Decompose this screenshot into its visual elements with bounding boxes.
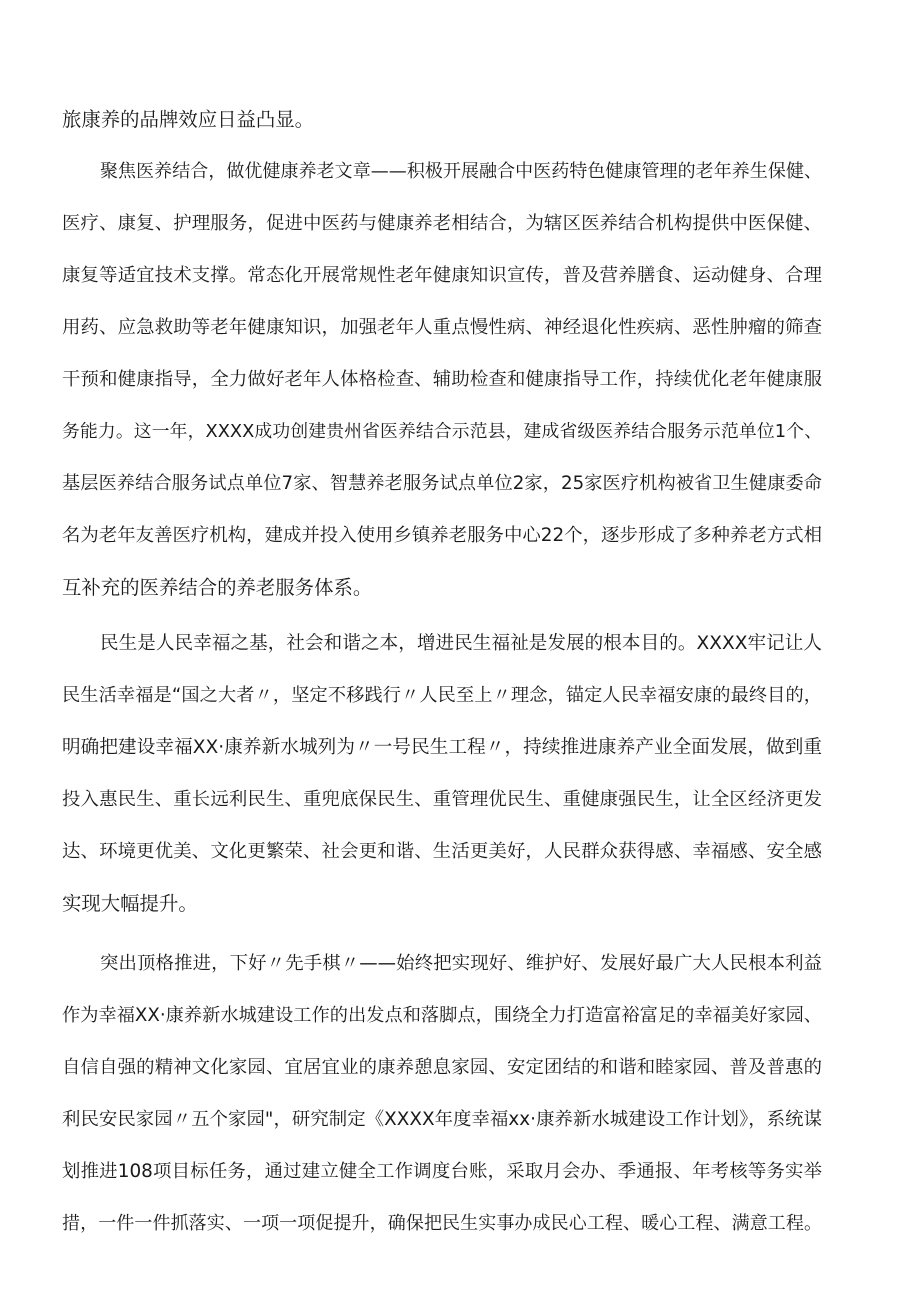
text-line: 民生活幸福是“国之大者〃，坚定不移践行〃人民至上〃理念，锚定人民幸福安康的最终目的， [62, 685, 822, 706]
text-line: 明确把建设幸福XX·康养新水城列为〃一号民生工程〃，持续推进康养产业全面发展，做到重 [62, 737, 822, 758]
text-line: 基层医养结合服务试点单位7家、智慧养老服务试点单位2家，25家医疗机构被省卫生健康委命 [62, 473, 822, 494]
text-line: 互补充的医养结合的养老服务体系。 [62, 576, 373, 599]
text-line: 干预和健康指导，全力做好老年人体格检查、辅助检查和健康指导工作，持续优化老年健康服 [62, 369, 822, 390]
text-line: 措，一件一件抓落实、一项一项促提升，确保把民生实事办成民心工程、暖心工程、满意工程。 [62, 1213, 822, 1234]
text-line: 康复等适宜技术支撑。常态化开展常规性老年健康知识宣传，普及营养膳食、运动健身、合理 [62, 265, 822, 286]
paragraph-first-line: 聚焦医养结合，做优健康养老文章——积极开展融合中医药特色健康管理的老年养生保健、 [100, 161, 822, 182]
paragraph-first-line: 突出顶格推进，下好〃先手棋〃——始终把实现好、维护好、发展好最广大人民根本利益 [100, 953, 822, 974]
paragraph-first-line: 民生是人民幸福之基，社会和谐之本，增进民生福祉是发展的根本目的。XXXX牢记让人 [100, 633, 822, 654]
text-line: 达、环境更优美、文化更繁荣、社会更和谐、生活更美好，人民群众获得感、幸福感、安全感 [62, 841, 822, 862]
text-line: 作为幸福XX·康养新水城建设工作的出发点和落脚点，围绕全力打造富裕富足的幸福美好家园、 [62, 1005, 822, 1026]
text-line: 用药、应急救助等老年健康知识，加强老年人重点慢性病、神经退化性疾病、恶性肿瘤的筛查 [62, 317, 822, 338]
text-line: 务能力。这一年，XXXX成功创建贵州省医养结合示范县，建成省级医养结合服务示范单位1个、 [62, 421, 822, 442]
text-line: 自信自强的精神文化家园、宜居宜业的康养憩息家园、安定团结的和谐和睦家园、普及普惠的 [62, 1057, 822, 1078]
text-line: 划推进108项目标任务，通过建立健全工作调度台账，采取月会办、季通报、年考核等务实举 [62, 1161, 822, 1182]
text-line: 医疗、康复、护理服务，促进中医药与健康养老相结合，为辖区医养结合机构提供中医保健、 [62, 213, 822, 234]
text-line: 实现大幅提升。 [62, 892, 198, 915]
text-line: 旅康养的品牌效应日益凸显。 [62, 108, 315, 131]
text-line: 投入惠民生、重长远利民生、重兜底保民生、重管理优民生、重健康强民生，让全区经济更发 [62, 789, 822, 810]
text-line: 利民安民家园〃五个家园"，研究制定《XXXX年度幸福xx·康养新水城建设工作计划》，系统谋 [62, 1109, 822, 1130]
text-line: 名为老年友善医疗机构，建成并投入使用乡镇养老服务中心22个，逐步形成了多种养老方式相 [62, 525, 822, 546]
